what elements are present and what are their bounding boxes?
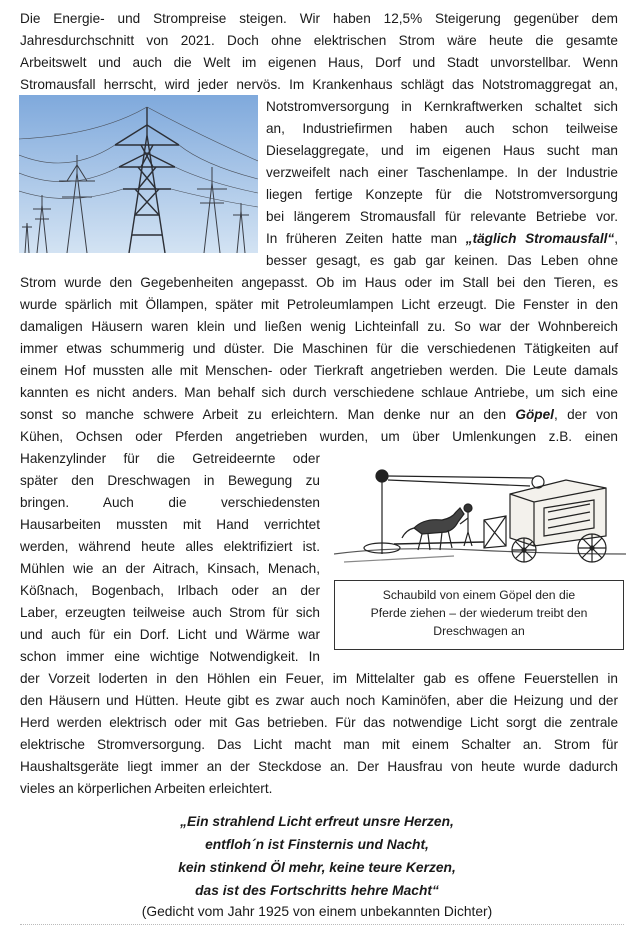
caption-line: Pferde ziehen – der wiederum treibt den — [370, 606, 588, 620]
emphasis-word: Göpel — [515, 407, 554, 422]
paragraph-line: Kößnach, Bogenbach, Irlbach oder an der — [20, 583, 320, 598]
text-run: sonst so manche schwere Arbeit zu erleichtern. Man denke nur an den — [20, 407, 516, 422]
paragraph-line: Herd werden elektrisch oder mit Gas betrieben. Für das notwendige Licht sorgt die zentrale — [20, 715, 618, 730]
paragraph-line: Arbeitswelt und auch die Welt im eigenen Haus, Dorf und Stadt unvorstellbar. Wenn — [20, 55, 618, 70]
emphasis-phrase: „täglich Stromausfall“ — [465, 231, 615, 246]
paragraph-line: Mühlen wie an der Aitrach, Kinsach, Menach, — [20, 561, 320, 576]
caption-line: Schaubild von einem Göpel den die — [382, 588, 576, 602]
power-pylons-photo — [19, 95, 258, 253]
paragraph-line: den Häusern und Hütten. Heute gibt es zwar auch noch Kaminöfen, aber die Heizung und der — [20, 693, 618, 708]
poem-line: das ist des Fortschritts hehre Macht“ — [195, 883, 439, 898]
paragraph-line: Laber, erzeugten teilweise auch Strom für sich — [20, 605, 320, 620]
paragraph-line: Notstromversorgung in Kernkraftwerken schaltet sich — [266, 99, 618, 114]
paragraph-line: damaligen Häusern waren klein und ließen wenig Lichteinfall zu. So war der Wohnbereich — [20, 319, 618, 334]
paragraph-line: Kühen, Ochsen oder Pferden angetrieben wurden, um über Umlenkungen z.B. einen — [20, 429, 618, 444]
paragraph-line: Dieselaggregate, und im eigenen Haus sucht man — [266, 143, 618, 158]
paragraph-line: Hausarbeiten mussten mit Hand verrichtet — [20, 517, 320, 532]
paragraph-line: elektrische Stromversorgung. Das Licht macht man mit einem Schalter an. Strom für — [20, 737, 618, 752]
paragraph-line: Die Energie- und Strompreise steigen. Wir haben 12,5% Steigerung gegenüber dem — [20, 11, 618, 26]
paragraph-line: wurde spärlich mit Öllampen, später mit Petroleumlampen Licht erzeugt. Die Fenster in den — [20, 297, 618, 312]
poem-line: entfloh´n ist Finsternis und Nacht, — [205, 837, 429, 852]
text-run: , — [614, 231, 618, 246]
paragraph-line: liegen fertige Konzepte für die Notstromversorgung — [266, 187, 618, 202]
paragraph-line: der Vorzeit loderten in den Höhlen ein Feuer, im Mittelalter gab es offene Feuerstellen in — [20, 671, 618, 686]
paragraph-line: Strom wurde den Gegebenheiten angepasst. Ob im Haus oder im Stall bei den Tieren, es — [20, 275, 618, 290]
paragraph-line: immer etwas schummerig und düster. Die Maschinen für die verschiedenen Tätigkeiten auf — [20, 341, 618, 356]
paragraph-line: Hakenzylinder für die Getreideernte oder — [20, 451, 320, 466]
paragraph-line: Haushaltsgeräte liegt immer an der Steckdose an. Der Hausfrau von heute wurde dadurch — [20, 759, 618, 774]
paragraph-line: Jahresdurchschnitt von 2021. Doch ohne elektrischen Strom wäre heute die gesamte — [20, 33, 618, 48]
poem-line: „Ein strahlend Licht erfreut unsre Herzen, — [180, 814, 454, 829]
paragraph-line — [20, 404, 618, 426]
paragraph-line: schon immer eine wichtige Notwendigkeit. In — [20, 649, 320, 664]
poem-attribution: (Gedicht vom Jahr 1925 von einem unbekannten Dichter) — [141, 904, 493, 919]
poem-line: kein stinkend Öl mehr, keine teure Kerzen, — [178, 860, 456, 875]
paragraph-line: werden, während heute alles elektrifiziert ist. — [20, 539, 320, 554]
paragraph-line: bei längerem Stromausfall für relevante Betriebe vor. — [266, 209, 618, 224]
figure-caption — [334, 580, 624, 650]
paragraph-line: vieles an körperlichen Arbeiten erleichtert. — [20, 781, 273, 796]
paragraph-line: Stromausfall herrscht, wird jeder nervös. Im Krankenhaus schlägt das Notstromaggregat an, — [20, 77, 618, 92]
paragraph-line: an, Industriefirmen haben auch schon teilweise — [266, 121, 618, 136]
paragraph-line: später den Dreschwagen in Bewegung zu — [20, 473, 320, 488]
paragraph-line — [266, 228, 618, 250]
text-run: , der von — [553, 407, 618, 422]
goepel-illustration — [334, 458, 626, 578]
paragraph-line: kannten es nicht anders. Man behalf sich durch verschiedene schlaue Antriebe, um sich eine — [20, 385, 618, 400]
paragraph-line: besser gesagt, es gab gar keinen. Das Leben ohne — [266, 253, 618, 268]
paragraph-line: und auch für ein Dorf. Licht und Wärme war — [20, 627, 320, 642]
caption-line: Dreschwagen an — [433, 624, 525, 638]
paragraph-line: einem Hof mussten alle mit Menschen- oder Tierkraft angetrieben werden. Die Leute damals — [20, 363, 618, 378]
page-bottom-divider — [20, 924, 624, 926]
paragraph-line: verzweifelt nach einer Taschenlampe. In der Industrie — [266, 165, 618, 180]
text-run: In früheren Zeiten hatte man — [266, 231, 466, 246]
paragraph-line: bringen. Auch die verschiedensten — [20, 495, 320, 510]
